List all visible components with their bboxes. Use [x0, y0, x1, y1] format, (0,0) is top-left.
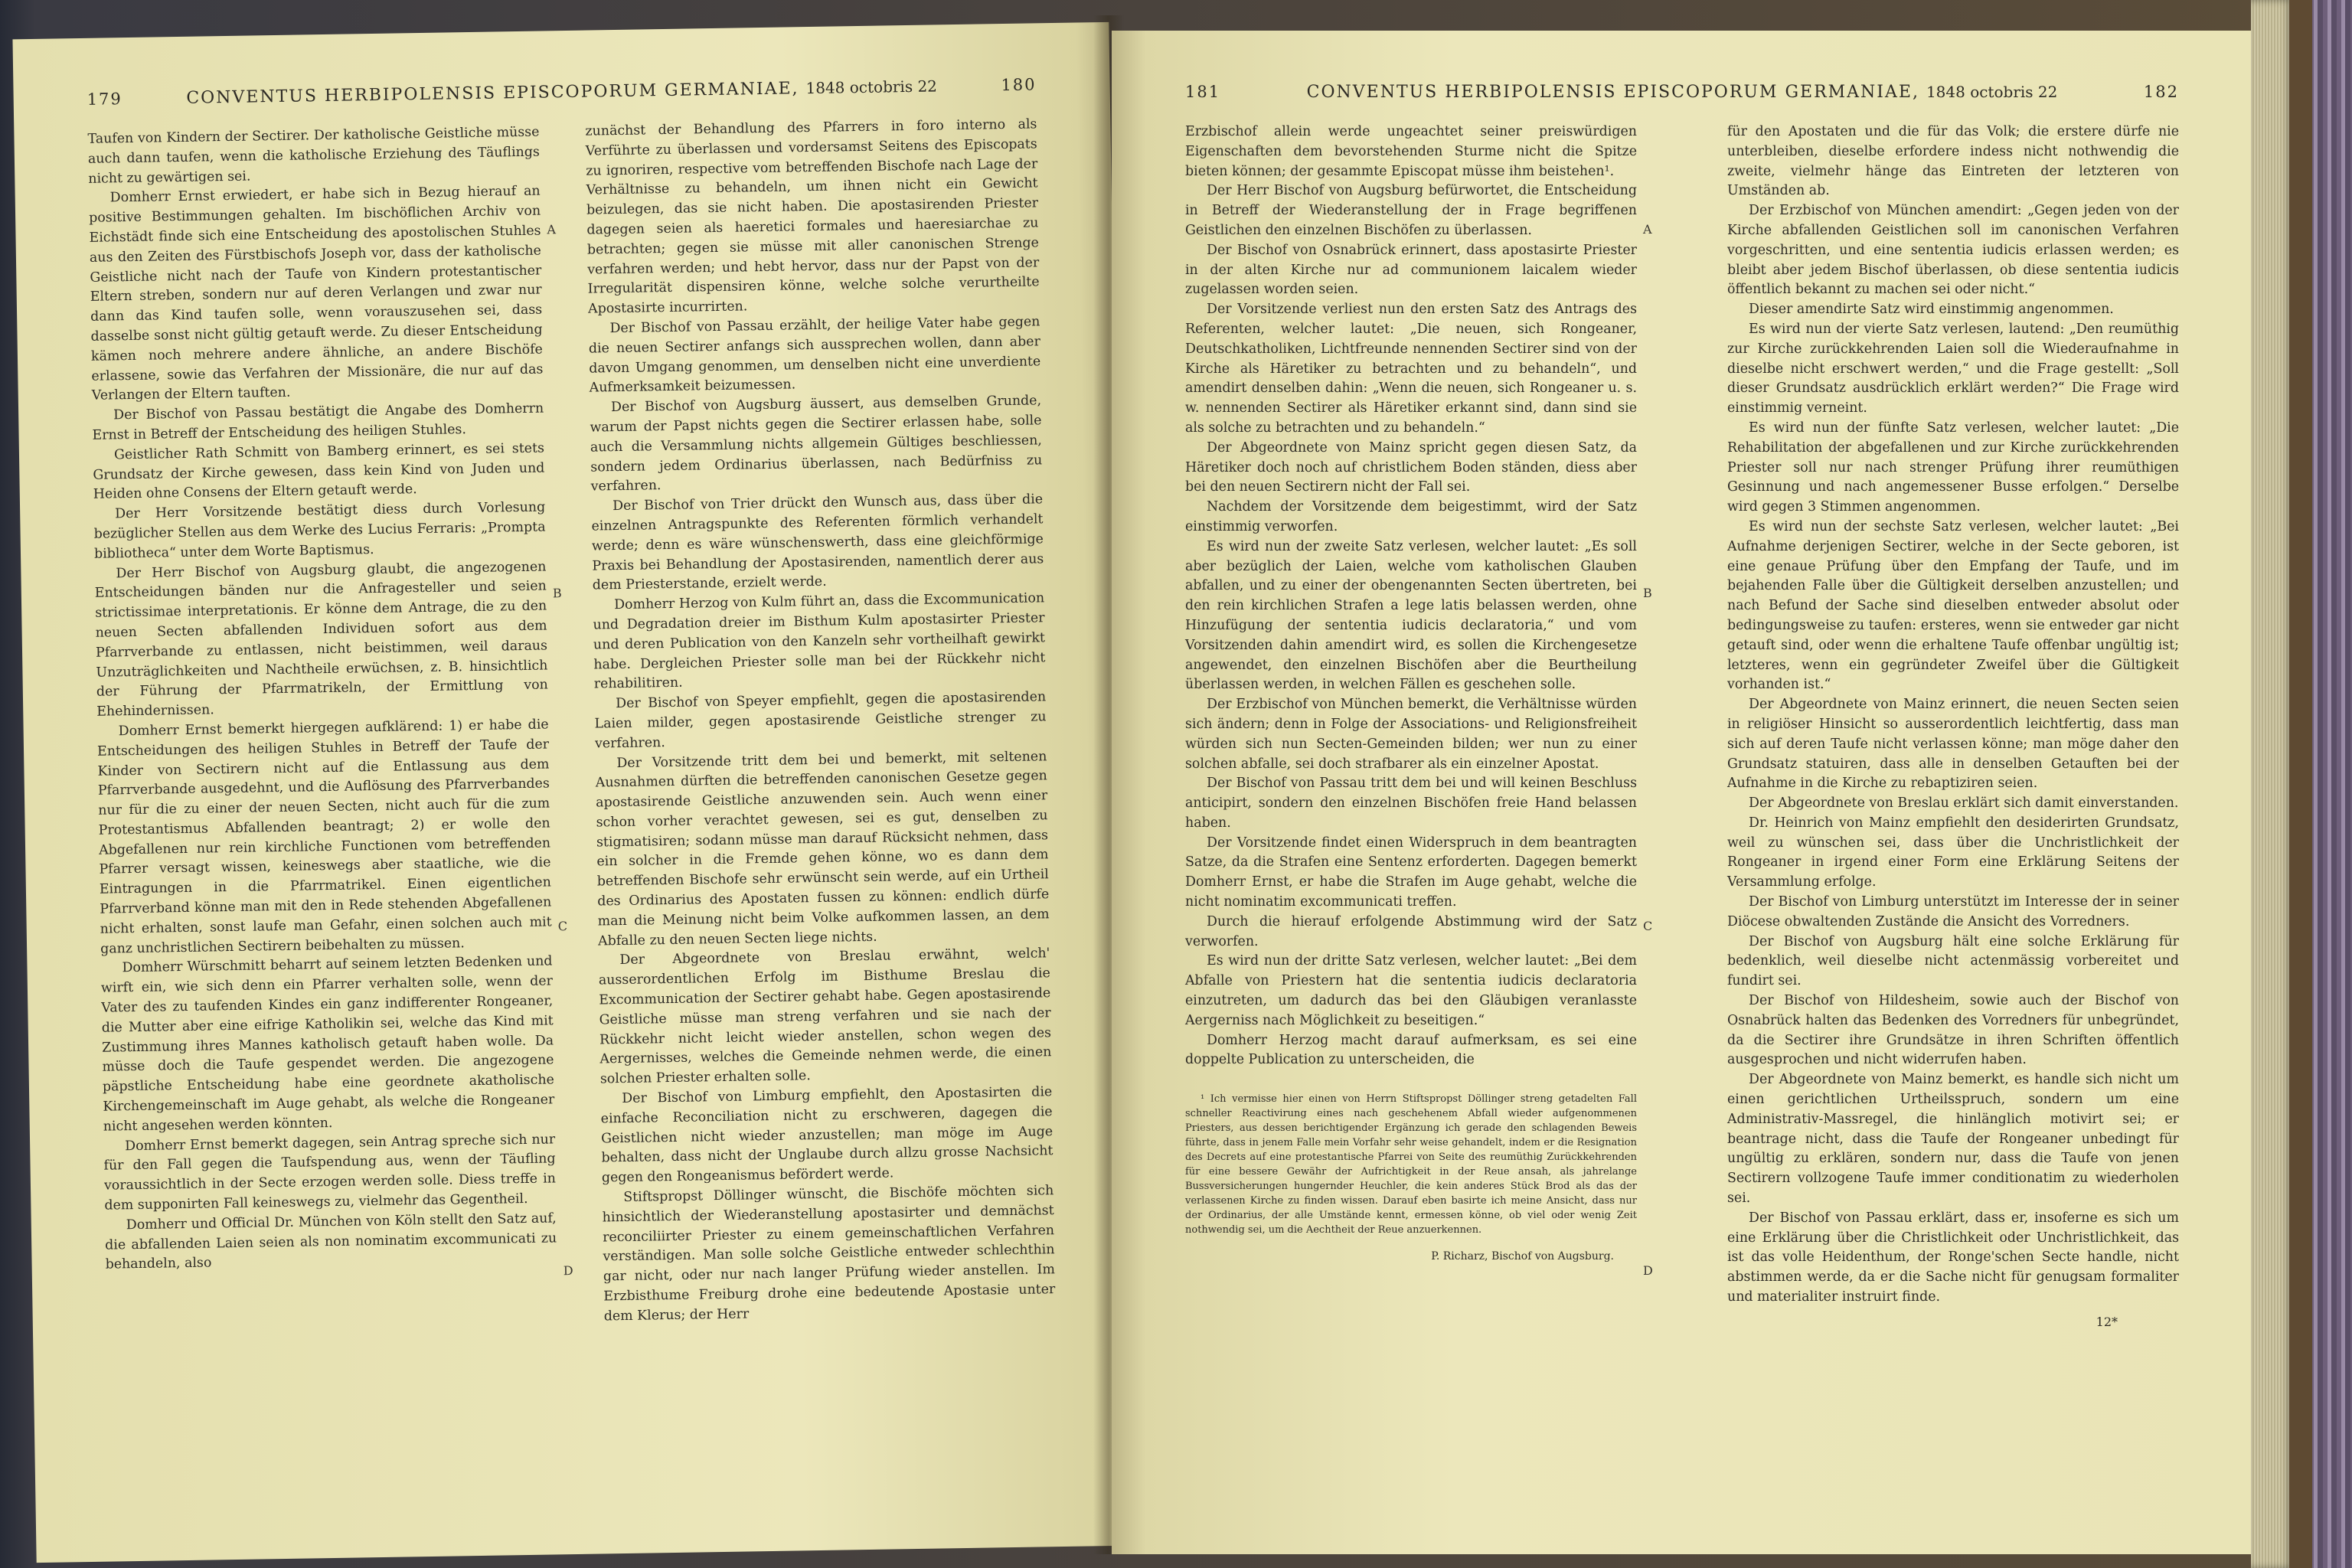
left-page — [12, 22, 1132, 1563]
paragraph: Es wird nun der vierte Satz verlesen, lautend: „Den reumüthig zur Kirche zurückkehrenden Laien soll die Wiederaufnahme in dieselbe nicht erschwert werden,“ und die Frage gestellt: „Soll dieser Grundsatz ausdrücklich erklärt werden?“ Die Frage wird einstimmig verneint. — [1727, 321, 2179, 416]
paragraph: Stiftspropst Döllinger wünscht, die Bischöfe möchten sich hinsichtlich der Wiederanstellung apostasirter und demnächst reconciliirter Priester zu einem gemeinschaftlichen Verfahren verständigen. Man solle solche Geistliche entweder schlechthin gar nicht, oder nur nach langer Prüfung wieder anstellen. Im Erzbisthume Freiburg drohe eine bedeutende Apostasie unter dem Klerus; der Herr — [602, 1183, 1056, 1325]
paragraph: Der Bischof von Trier drückt den Wunsch aus, dass über die einzelnen Antragspunkte des Referenten förmlich verhandelt werde; denn es wäre wünschenswerth, dass eine gleichförmige Praxis bei Behandlung der Apostasirenden, namentlich derer aus dem Priesterstande, erzielt werde. — [591, 492, 1044, 593]
page-number: 182 — [2143, 83, 2179, 101]
paragraph: Der Abgeordnete von Breslau erwähnt, welch' ausserordentlichen Erfolg im Bisthume Breslau die Excommunication der Sectirer gehabt habe. Gegen apostasirende Geistliche müsse man streng verfahren und sie nach der Rückkehr nicht leicht wieder anstellen, schon wegen des Aergernisses, welches die Gemeinde nehmen werde, die einen solchen Priester erhalten solle. — [598, 946, 1052, 1087]
running-title-text: CONVENTUS HERBIPOLENSIS EPISCOPORUM GERMANIAE, — [186, 79, 799, 108]
paragraph: Es wird nun der fünfte Satz verlesen, welcher lautet: „Die Rehabilitation der abgefallenen und zur Kirche zurückkehrenden Priester soll nur nach strenger Prüfung ihrer reumüthigen Gesinnung und nach angemessener Busse erfolgen.“ Derselbe wird gegen 3 Stimmen angenommen. — [1727, 420, 2179, 515]
paragraph: Der Herr Bischof von Augsburg glaubt, die angezogenen Entscheidungen bänden nur die Anfragesteller und seien strictissimae interpretationis. Er könne dem Antrage, die zu den neuen Secten abfallenden Individuen sofort aus dem Pfarrverbande zu entlassen, nicht beistimmen, weil daraus Unzuträglichkeiten und Nachtheile erwüchsen, z. B. hinsichtlich der Führung der Pfarrmatrikeln, der Ermittlung von Ehehindernissen. — [94, 559, 548, 720]
paragraph: Der Bischof von Passau erzählt, der heilige Vater habe gegen die neuen Sectirer anfangs sich aussprechen wollen, dann aber davon Umgang genommen, um denselben nicht eine unverdiente Aufmerksamkeit beizumessen. — [588, 314, 1041, 396]
column-a — [1185, 122, 1637, 1508]
paragraph: Der Bischof von Osnabrück erinnert, dass apostasirte Priester in der alten Kirche nur ad communionem laicalem wieder zugelassen worden seien. — [1185, 242, 1637, 298]
paragraph: Der Vorsitzende verliest nun den ersten Satz des Antrags des Referenten, welcher lautet: „Die neuen, sich Rongeaner, Deutschkatholiken, Lichtfreunde nennenden Sectirer sind von der Kirche als Häretiker zu betrachten und zu behandeln“, und amendirt denselben dahin: „Wenn die neuen, sich Rongeaner u. s. w. nennenden Sectirer als Häretiker erkannt sind, dann sind sie als solche zu betrachten und zu behandeln.“ — [1185, 302, 1637, 436]
margin-mark: B — [552, 586, 562, 601]
margin-mark: D — [1643, 1263, 1653, 1278]
paragraph: Dieser amendirte Satz wird einstimmig angenommen. — [1749, 302, 2114, 318]
page-number: 180 — [1001, 75, 1037, 95]
running-title — [1112, 83, 2252, 102]
paragraph: Der Vorsitzende findet einen Widerspruch in dem beantragten Satze, da die Strafen eine Sentenz erforderten. Dagegen bemerkt Domherr Ernst, er habe die Strafen im Auge gehabt, welche die nicht nominatim excommunicati treffen. — [1185, 835, 1637, 910]
paragraph: Domherr Ernst bemerkt hiergegen aufklärend: 1) er habe die Entscheidungen des heiligen Stuhles in Betreff der Taufe der Kinder von Sectirern nicht auf die Entlassung aus dem Pfarrverbande ausgedehnt, und die Auflösung des Pfarrverbandes nur für die zu einer der neuen Secten, nicht auch für die zum Protestantismus Abfallenden beantragt; 2) er wolle den Abgefallenen nur rein kirchliche Functionen vom betreffenden Pfarrer versagt wissen, keineswegs aber staatliche, wie die Eintragungen in die Pfarrmatrikel. Einen eigentlichen Pfarrverband könne man mit den in Rede stehenden Abgefallenen nicht erhalten, sonst laufe man Gefahr, einen solchen auch mit ganz unchristlichen Sectirern beibehalten zu müssen. — [96, 717, 552, 957]
paragraph: Der Bischof von Augsburg hält eine solche Erklärung für bedenklich, weil dieselbe nicht actenmässig vorbereitet und fundirt sei. — [1727, 933, 2179, 989]
paragraph: Der Abgeordnete von Mainz spricht gegen diesen Satz, da Häretiker doch noch auf christlichem Boden ständen, diess aber bei den neuen Sectirern nicht der Fall sei. — [1185, 439, 1637, 495]
paragraph: Domherr Ernst erwiedert, er habe sich in Bezug hierauf an positive Bestimmungen gehalten. Im bischöflichen Archiv von Eichstädt finde sich eine Entscheidung des apostolischen Stuhles aus den Zeiten des Fürstbischofs Joseph vor, dass der katholische Geistliche nicht nach der Taufe von Kindern protestantischer Eltern streben, sondern nur auf deren Verlangen und zwar nur dann das Kind taufen solle, wenn vorauszusehen sei, dass dasselbe sonst nicht gültig getauft werde. Zu dieser Entscheidung kämen noch mehrere andere ähnliche, an andere Bischöfe erlassene, sowie das Verfahren der Missionäre, die nur auf das Verlangen der Eltern tauften. — [88, 183, 544, 404]
column-b — [585, 115, 1058, 1508]
page-number: 179 — [87, 90, 122, 109]
footnote — [1185, 1087, 1637, 1264]
running-title-date: 1848 octobris 22 — [805, 77, 938, 98]
page-number: 181 — [1185, 83, 1221, 101]
paragraph: Der Abgeordnete von Mainz erinnert, die neuen Secten seien in religiöser Hinsicht so ausserordentlich leichtfertig, dass man sich auf deren Taufe nicht verlassen könne; man möge daher den Grundsatz statuiren, dass alle in denselben Getauften bei der Aufnahme in die Kirche zu rebaptiziren seien. — [1727, 697, 2179, 792]
paragraph: Es wird nun der sechste Satz verlesen, welcher lautet: „Bei Aufnahme derjenigen Sectirer, welche in der Secte geboren, ist eine genaue Prüfung über den Empfang der Taufe, und im bejahenden Falle über die Gültigkeit derselben anzustellen; und nach Befund der Sache sind dieselben entweder absolut oder bedingungsweise zu taufen: ersteres, wenn sie entweder gar nicht getauft sind, oder wenn die erhaltene Taufe offenbar ungültig ist; letzteres, wenn ein gegründeter Zweifel über die Gültigkeit vorhanden ist.“ — [1727, 518, 2179, 693]
left-page-body — [87, 115, 1058, 1515]
footnote-text: ¹ Ich vermisse hier einen von Herrn Stiftspropst Döllinger streng getadelten Fall schneller Reactivirung eines nach geschehenem Abfall wieder aufgenommenen Priesters, aus dessen berichtigender Ergänzung ich gerade den schlagenden Beweis führte, dass in jenem Falle mein Vorfahr sehr weise gehandelt, indem er die Resignation des Decrets auf eine protestantische Pfarrei von Seite des reumüthig Zurückkehrenden für eine bessere Gewähr der Aufrichtigkeit in der Reue ansah, als jahrelange Bussversicherungen hungernder Heuchler, die kein anderes Stück Brod als das der verlassenen Kirche zu finden wissen. Darauf eben basirte ich meine Ansicht, dass nur der Ordinarius, der alle Umstände kennt, ermessen könne, ob viel oder wenig Zeit nothwendig sei, um die Aechtheit der Reue anzuerkennen. — [1185, 1093, 1637, 1236]
paragraph: Domherr und Official Dr. München von Köln stellt den Satz auf, die abfallenden Laien seien als non nominatim excommunicati zu behandeln, also — [105, 1210, 557, 1273]
column-a — [87, 123, 560, 1516]
paragraph: Nachdem der Vorsitzende dem beigestimmt, wird der Satz einstimmig verworfen. — [1185, 499, 1637, 534]
paragraph: Der Erzbischof von München bemerkt, die Verhältnisse würden sich ändern; denn in Folge der Associations- und Religionsfreiheit würden sich nun Secten-Gemeinden bilden; wer nun zu einer solchen abfalle, sei doch strafbarer als ein einzelner Apostat. — [1185, 697, 1637, 772]
paragraph: Domherr Ernst bemerkt dagegen, sein Antrag spreche sich nur für den Fall gegen die Taufspendung aus, wenn der Täufling voraussichtlich in der Secte erzogen werden solle. Diess treffe in dem supponirten Fall keineswegs zu, vielmehr das Gegentheil. — [103, 1132, 557, 1214]
paragraph: Domherr Herzog von Kulm führt an, dass die Excommunication und Degradation dreier im Bisthum Kulm apostasirter Priester und deren Publication von den Kanzeln sehr vortheilhaft gewirkt habe. Dergleichen Priester solle man bei der Rückkehr nicht rehabilitiren. — [593, 590, 1046, 692]
paragraph: Der Herr Bischof von Augsburg befürwortet, die Entscheidung in Betreff der Wiederanstellung der in Frage begriffenen Geistlichen den einzelnen Bischöfen zu überlassen. — [1185, 183, 1637, 238]
footnote-signature: P. Richarz, Bischof von Augsburg. — [1431, 1250, 1614, 1263]
paragraph: Der Bischof von Limburg empfiehlt, den Apostasirten die einfache Reconciliation nicht zu erschweren, dagegen die Geistlichen nicht wieder anzustellen; man möge im Auge behalten, dass nicht der Unglaube durch allzu grosse Nachsicht gegen den Rongeanismus befördert werde. — [600, 1084, 1054, 1186]
right-page — [1112, 31, 2252, 1554]
running-title — [14, 74, 1110, 110]
margin-mark: C — [557, 919, 568, 934]
left-page-header — [13, 68, 1109, 116]
paragraph: Erzbischof allein werde ungeachtet seiner preiswürdigen Eigenschaften dem bevorstehenden Sturme nicht die Spitze bieten können; der gesammte Episcopat müsse ihm beistehen¹. — [1185, 124, 1637, 179]
paragraph: Domherr Herzog macht darauf aufmerksam, es sei eine doppelte Publication zu unterscheiden, die — [1185, 1032, 1637, 1068]
paragraph: Domherr Würschmitt beharrt auf seinem letzten Bedenken und wirft ein, wie sich denn ein Pfarrer verhalten solle, wenn der Vater des zu taufenden Kindes ein ganz indifferenter Rongeaner, die Mutter aber eine eifrige Katholikin sei, welche das Kind mit Zustimmung ihres Mannes katholisch getauft haben wolle. Da müsse doch die Taufe gespendet werden. Die angezogene päpstliche Entscheidung habe eine geordnete akatholische Kirchengemeinschaft im Auge gehabt, als welche die Rongeaner nicht angesehen werden könnten. — [100, 953, 555, 1135]
paragraph: zunächst der Behandlung des Pfarrers in foro interno als Verführte zu überlassen und vordersamst Seitens des Episcopats zu ignoriren, respective vom betreffenden Bischofe nach Lage der Verhältnisse zu behandeln, um ihnen nicht ein Gewicht beizulegen, das sie nicht haben. Die apostasirenden Priester dagegen seien als haeretici formales und haeresiarchae zu betrachten; gegen sie müsse mit aller canonischen Strenge verfahren werden; und hebt hervor, dass nur der Papst von der Irregularität dispensiren könne, welche solche verurtheilte Apostasirte incurrirten. — [585, 116, 1040, 317]
paragraph: Der Bischof von Speyer empfiehlt, gegen die apostasirenden Laien milder, gegen apostasirende Geistliche strenger zu verfahren. — [594, 689, 1047, 752]
paragraph: Der Erzbischof von München amendirt: „Gegen jeden von der Kirche abfallenden Geistlichen soll im canonischen Verfahren vorgeschritten, und eine sententia iudicis erlassen werden; es bleibt aber jedem Bischof überlassen, ob diese sententia iudicis öffentlich bekannt zu machen sei oder nicht.“ — [1727, 203, 2179, 298]
paragraph: für den Apostaten und die für das Volk; die erstere dürfe nie unterbleiben, dieselbe erfordere indess nicht nothwendig die zweite, vielmehr hänge das Eintreten der letzteren von Umständen ab. — [1727, 124, 2179, 199]
paragraph: Der Bischof von Passau bestätigt die Angabe des Domherrn Ernst in Betreff der Entscheidung des heiligen Stuhles. — [92, 400, 544, 443]
paragraph: Der Bischof von Augsburg äussert, aus demselben Grunde, warum der Papst nichts gegen die Sectirer erlassen habe, solle auch die Versammlung nichts allgemein Gültiges beschliessen, sondern jedem Ordinarius überlassen, nach Bedürfniss zu verfahren. — [590, 393, 1043, 495]
margin-mark: A — [547, 222, 557, 237]
paragraph: Dr. Heinrich von Mainz empfiehlt den desiderirten Grundsatz, weil zu wünschen sei, dass über die Unchristlichkeit der Rongeaner in irgend einer Form eine Erklärung Seitens der Versammlung erfolge. — [1727, 815, 2179, 890]
paragraph: Der Abgeordnete von Mainz bemerkt, es handle sich nicht um einen gerichtlichen Urtheilsspruch, sondern um eine Administrativ-Massregel, die hinlänglich motivirt sei; er beantrage nicht, dass die Taufe der Rongeaner unbedingt für ungültig zu erklären, sondern nur, dass die Taufe von jenen Sectirern vollzogene Taufe immer conditionatim zu wiederholen sei. — [1727, 1072, 2179, 1207]
paragraph: Der Herr Vorsitzende bestätigt diess durch Vorlesung bezüglicher Stellen aus dem Werke des Lucius Ferraris: „Prompta bibliotheca“ unter dem Worte Baptismus. — [93, 499, 546, 562]
right-page-body — [1185, 122, 2179, 1508]
book-page-edges — [2251, 0, 2293, 1568]
margin-mark: D — [563, 1263, 573, 1279]
paragraph: Es wird nun der zweite Satz verlesen, welcher lautet: „Es soll aber bezüglich der Laien, welche vom katholischen Glauben abfallen, und zu einer der obengenannten Secten übertreten, bei den rein kirchlichen Strafen a lege latis belassen werden, ohne Hinzufügung der sententia iudicis declaratoria,“ und vom Vorsitzenden dahin amendirt wird, es sollen die Kirchengesetze angewendet, den einzelnen Bischöfen aber die Beurtheilung überlassen werden, in welchen Fällen es geschehen solle. — [1185, 538, 1637, 693]
running-title-text: CONVENTUS HERBIPOLENSIS EPISCOPORUM GERMANIAE, — [1306, 83, 1919, 102]
paragraph: Der Vorsitzende tritt dem bei und bemerkt, mit seltenen Ausnahmen dürften die betreffenden canonischen Gesetze gegen apostasirende Geistliche anzuwenden sein. Auch wenn einer schon vorher verachtet gewesen, sei es gut, denselben zu stigmatisiren; sodann müsse man darauf Rücksicht nehmen, dass ein solcher in die Fremde gehen könne, wo es dann dem betreffenden Bischofe sehr erwünscht sein werde, auf ein Urtheil des Ordinarius des Apostaten fussen zu können: endlich dürfe man die Meinung nicht beim Volke aufkommen lassen, an dem Abfalle zu den neuen Secten liege nichts. — [595, 748, 1050, 949]
paragraph: Geistlicher Rath Schmitt von Bamberg erinnert, es sei stets Grundsatz der Kirche gewesen, dass kein Kind von Juden und Heiden ohne Consens der Eltern getauft werde. — [93, 440, 545, 503]
margin-mark: C — [1643, 919, 1653, 933]
column-b — [1727, 122, 2179, 1508]
paragraph: Der Bischof von Hildesheim, sowie auch der Bischof von Osnabrück halten das Bedenken des Vorredners für unbegründet, da die Sectirer ihre Grundsätze in ihren Schriften öffentlich ausgesprochen und nicht widerrufen haben. — [1727, 993, 2179, 1068]
signature-mark: 12* — [2096, 1314, 2118, 1329]
paragraph: Es wird nun der dritte Satz verlesen, welcher lautet: „Bei dem Abfalle von Priestern hat die sententia iudicis declaratoria einzutreten, um dadurch das bei den Gläubigen veranlasste Aergerniss nach Möglichkeit zu beseitigen.“ — [1185, 953, 1637, 1028]
paragraph: Der Abgeordnete von Breslau erklärt sich damit einverstanden. — [1749, 795, 2179, 812]
margin-mark: A — [1643, 222, 1652, 237]
paragraph: Der Bischof von Limburg unterstützt im Interesse der in seiner Diöcese obwaltenden Zustände die Ansicht des Vorredners. — [1727, 894, 2179, 929]
running-title-date: 1848 octobris 22 — [1926, 83, 2058, 101]
right-page-header — [1112, 77, 2252, 107]
paragraph: Durch die hierauf erfolgende Abstimmung wird der Satz verworfen. — [1185, 913, 1637, 949]
book-cover — [2289, 0, 2312, 1568]
paragraph: Der Bischof von Passau erklärt, dass er, insoferne es sich um eine Erklärung über die Christlichkeit oder Unchristlichkeit, das ist das volle Heidenthum, der Ronge'schen Secte handle, nicht abstimmen werde, da er die Sache nicht für genugsam formaliter und materialiter instruirt finde. — [1727, 1210, 2179, 1305]
paragraph: Der Bischof von Passau tritt dem bei und will keinen Beschluss anticipirt, sondern den einzelnen Bischöfen freie Hand belassen haben. — [1185, 776, 1637, 831]
paragraph: Taufen von Kindern der Sectirer. Der katholische Geistliche müsse auch dann taufen, wenn die katholische Erziehung des Täuflings nicht zu gewärtigen sei. — [87, 124, 541, 187]
margin-mark: B — [1643, 586, 1652, 600]
